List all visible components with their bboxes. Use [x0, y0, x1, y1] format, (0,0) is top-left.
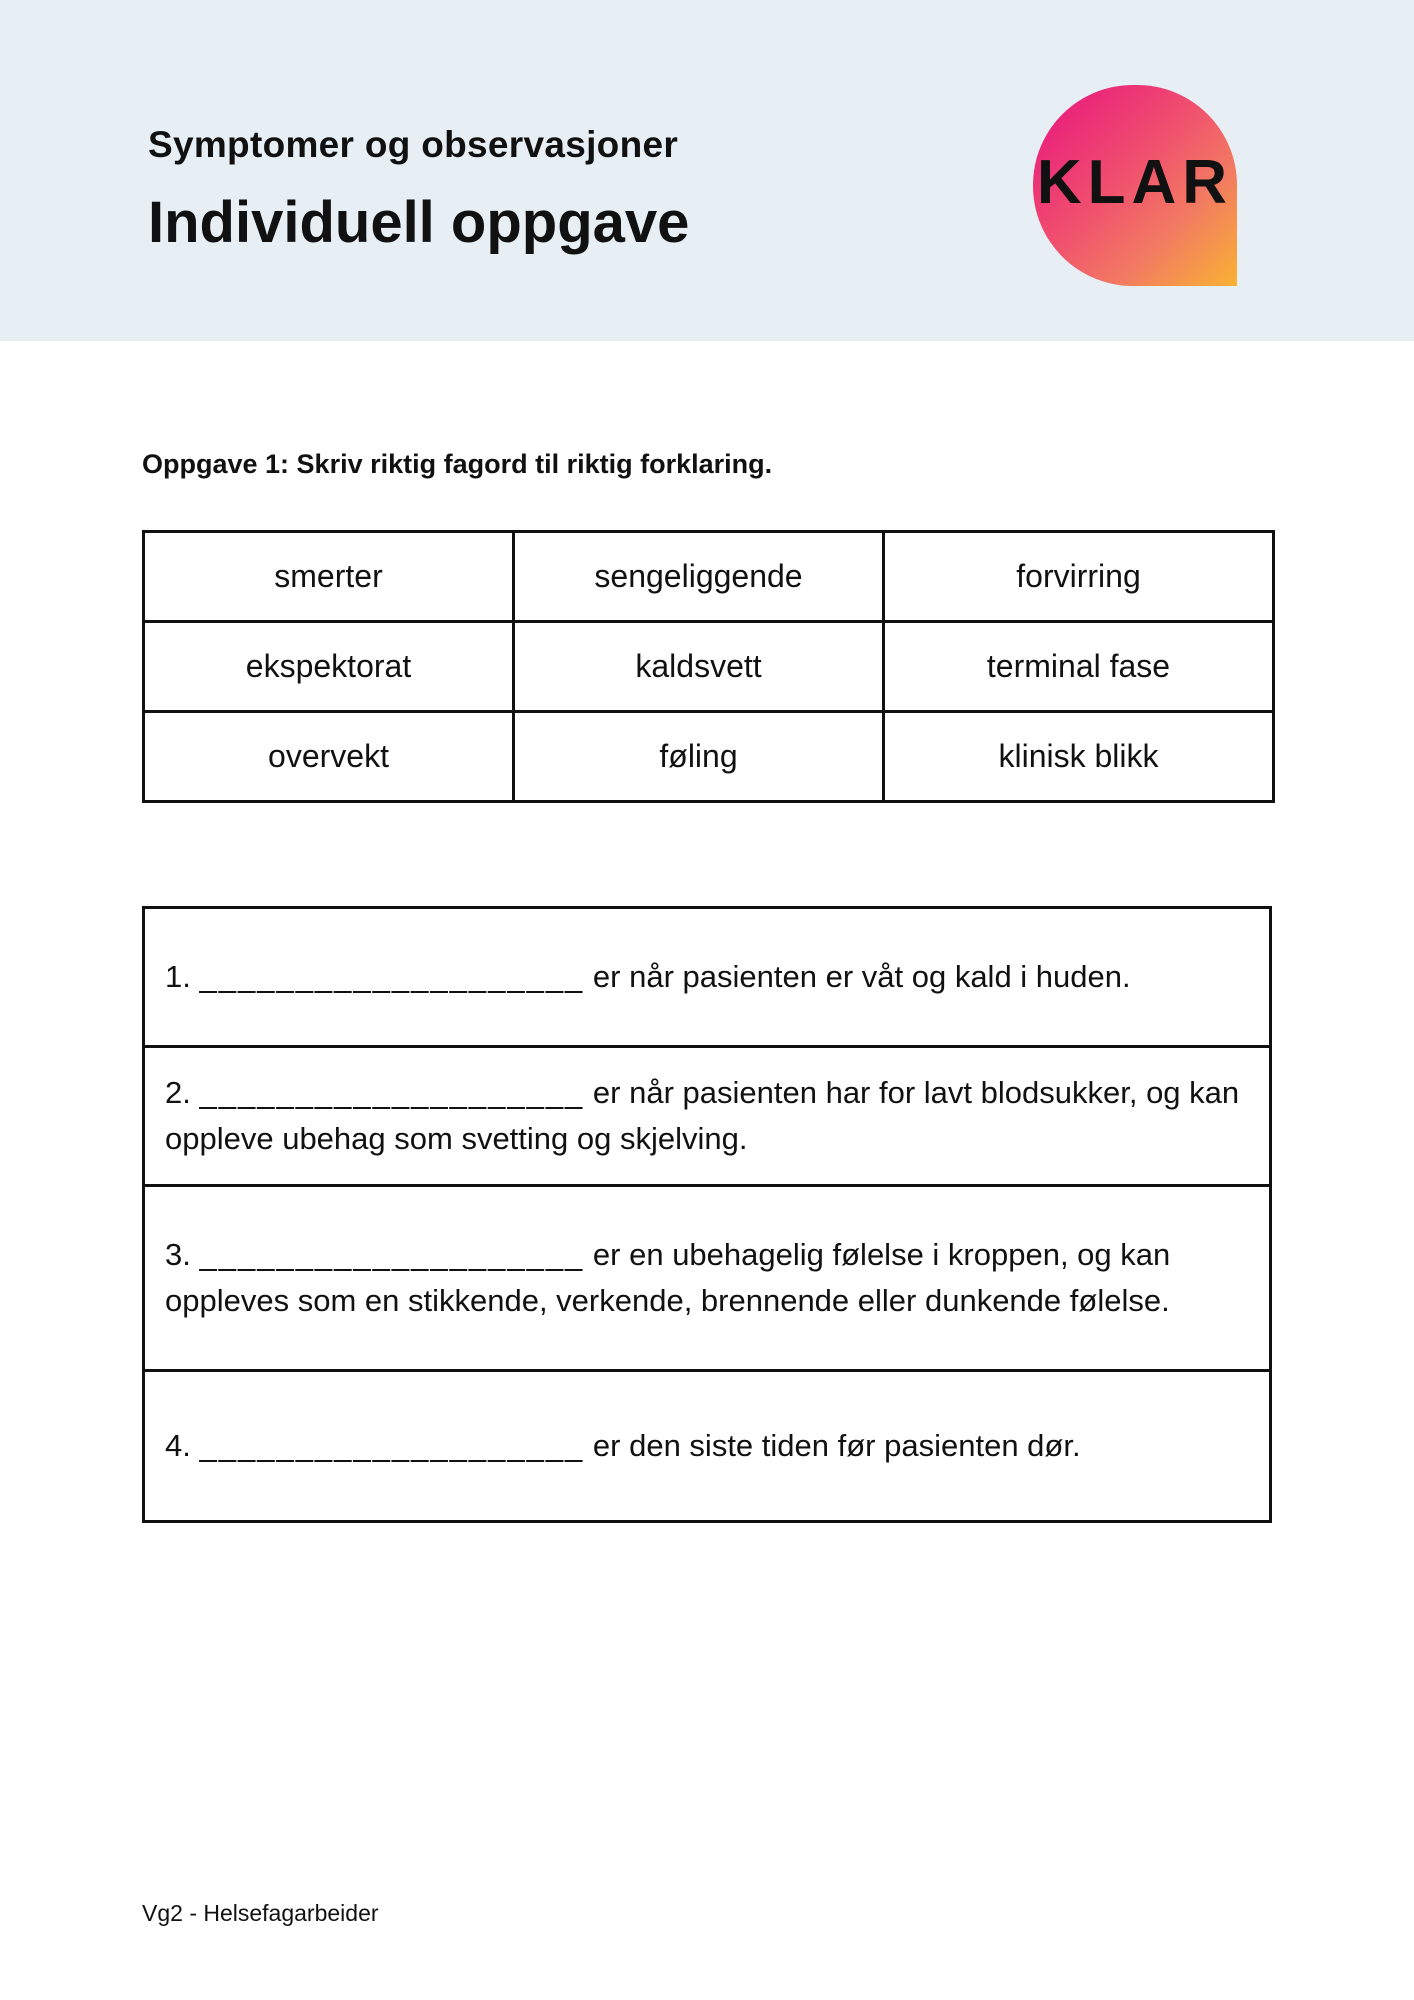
sentence-number: 3. [165, 1237, 191, 1272]
word-bank-table [142, 530, 1275, 803]
word-bank-cell: terminal fase [884, 622, 1274, 712]
word-bank-cell: sengeliggende [514, 532, 884, 622]
page-title: Individuell oppgave [148, 190, 690, 255]
sentence-cell [144, 908, 1271, 1047]
word-bank-row [144, 712, 1274, 802]
sentence-number: 2. [165, 1075, 191, 1110]
word-bank-cell: ekspektorat [144, 622, 514, 712]
word-bank-cell: kaldsvett [514, 622, 884, 712]
sentence-number: 4. [165, 1428, 191, 1463]
word-bank-row [144, 622, 1274, 712]
answer-blank[interactable]: ____________________ [199, 1428, 585, 1463]
sentence-cell [144, 1186, 1271, 1371]
sentence-cell [144, 1047, 1271, 1186]
sentence-text: er den siste tiden før pasienten dør. [584, 1428, 1081, 1463]
word-bank-row [144, 532, 1274, 622]
sentence-row [144, 1371, 1271, 1522]
page-subtitle: Symptomer og observasjoner [148, 124, 679, 165]
word-bank-cell: overvekt [144, 712, 514, 802]
sentence-text: er når pasienten har for lavt blodsukker, og kan oppleve ubehag som svetting og skjelving. [165, 1075, 1240, 1156]
sentence-row [144, 908, 1271, 1047]
sentence-text: er en ubehagelig følelse i kroppen, og kan oppleves som en stikkende, verkende, brennende eller dunkende følelse. [165, 1237, 1171, 1318]
word-bank-cell: forvirring [884, 532, 1274, 622]
sentence-table [142, 906, 1272, 1523]
klar-logo [1033, 85, 1237, 286]
word-bank-cell: smerter [144, 532, 514, 622]
sentence-row [144, 1186, 1271, 1371]
answer-blank[interactable]: ____________________ [199, 1237, 585, 1272]
sentence-row [144, 1047, 1271, 1186]
word-bank-cell: klinisk blikk [884, 712, 1274, 802]
answer-blank[interactable]: ____________________ [199, 1075, 585, 1110]
page-header [0, 0, 1414, 341]
sentence-number: 1. [165, 959, 191, 994]
sentence-cell [144, 1371, 1271, 1522]
word-bank-cell: føling [514, 712, 884, 802]
task-heading: Oppgave 1: Skriv riktig fagord til riktig forklaring. [142, 449, 773, 479]
logo-text: KLAR [1036, 148, 1234, 217]
page-footer: Vg2 - Helsefagarbeider [142, 1900, 379, 1926]
sentence-text: er når pasienten er våt og kald i huden. [584, 959, 1131, 994]
answer-blank[interactable]: ____________________ [199, 959, 585, 994]
